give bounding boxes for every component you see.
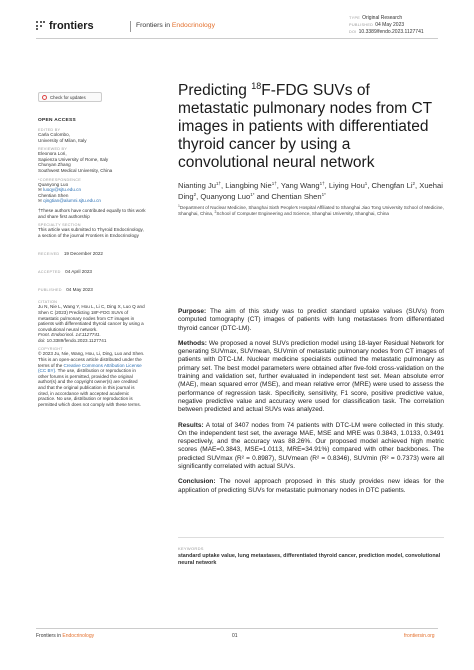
- type-value: Original Research: [362, 15, 403, 21]
- accepted-label: ACCEPTED: [38, 270, 61, 275]
- author-name: Liangbing Nie: [225, 181, 272, 190]
- title-part-1: Predicting: [178, 82, 252, 99]
- footer-site-link[interactable]: frontiersin.org: [404, 633, 435, 639]
- corr-email-2-text: qingtian@alumni.sjtu.edu.cn: [43, 198, 101, 204]
- author-name: Chentian Shen: [271, 191, 322, 201]
- author[interactable]: [225, 181, 276, 190]
- keywords-label: KEYWORDS: [178, 546, 204, 551]
- specialty-text: This article was submitted to Thyroid Endocrinology, a section of the journal Frontiers in Endocrinology: [38, 227, 144, 238]
- purpose-text: The aim of this study was to predict standard uptake values (SUVs) from computed tomography (CT) images of patients with lung metastases from differentiated thyroid cancer (DTC-LM).: [178, 308, 444, 332]
- corr-name-2: Chentian Shen: [38, 192, 69, 198]
- frontiers-logo-icon: [36, 21, 46, 31]
- copyright-text-1: © 2023 Ju, Nie, Wang, Hou, Li, Ding, Luo and Shen. This is an open-access article distributed under the terms of the: [38, 351, 145, 368]
- reviewed-by: Eleonora Lori, Sapienza University of Rome, Italy Chunyan Zhang Southwest Medical University, China: [38, 151, 113, 173]
- corr-email-2[interactable]: [38, 198, 146, 204]
- left-sidebar: [38, 118, 146, 411]
- doi-value[interactable]: 10.3389/fendo.2023.1127741: [358, 29, 424, 35]
- page-number: 01: [232, 633, 238, 639]
- results-label: Results:: [178, 421, 204, 429]
- author-list: Nianting $Ju^{1\dagger}$, Liangbing Nie$^{1\dagger}$, Yang Wang$^{1\dagger}$, Liying Hou$^1$, Chengfan Li$^2$, Xuehai Ding$^2$, Quanyong Luo$^{1*}$ and Chentian Shen$^{1*}$: [178, 181, 443, 201]
- author[interactable]: [178, 181, 221, 190]
- left-published-value: 04 May 2023: [66, 287, 93, 293]
- left-published-label: PUBLISHED: [38, 288, 62, 293]
- citation-doi[interactable]: doi: 10.3389/fendo.2023.1127741: [38, 337, 107, 343]
- update-icon: [42, 95, 47, 100]
- page-header: [36, 16, 438, 39]
- author[interactable]: [281, 181, 325, 190]
- corr-email-1-text: luoqy@sjtu.edu.cn: [43, 187, 82, 193]
- check-for-updates-button[interactable]: [38, 92, 102, 102]
- logo-text: frontiers: [49, 20, 94, 32]
- mail-icon: ✉: [38, 187, 44, 193]
- affil-sup-1: 1: [178, 204, 180, 208]
- results-text: A total of 3407 nodes from 74 patients with DTC-LM were collected in this study. On the independent test set, the average MAE, MSE and MRE was 0.3843, 1.0133, 0.3491 respectively, and the accuracy was 88.26%. Our proposed model achieved high metric scores (MAE=0.3843, MSE=1.0113, MRE=34.91%) compared with other backbones. The predicted SUVmax (R² = 0.8987), SUVmean (R² = 0.8346), SUVmin (R² = 0.7373) were all significantly correlated with actual SUVs.: [178, 421, 444, 471]
- specialty-label: SPECIALTY SECTION: [38, 223, 81, 228]
- journal-name[interactable]: [136, 22, 215, 29]
- equal-contribution-note: †These authors have contributed equally to this work and share first authorship: [38, 207, 146, 219]
- mail-icon: ✉: [38, 198, 44, 204]
- abstract: [178, 308, 444, 502]
- abstract-methods: [178, 340, 444, 415]
- title-part-2: F-FDG SUVs of metastatic pulmonary nodes from CT images in patients with differentiated thyroid cancer by using a convolutional neural network: [178, 82, 432, 171]
- purpose-label: Purpose:: [178, 308, 207, 315]
- author-sup: 1†: [319, 181, 325, 186]
- received-label: RECEIVED: [38, 252, 60, 257]
- open-access-label: OPEN ACCESS: [38, 118, 77, 123]
- edited-by: Carla Colombo, University of Milan, Italy: [38, 132, 87, 143]
- header-divider: [130, 21, 131, 32]
- accepted-value: 04 April 2023: [65, 269, 92, 275]
- footer-journal[interactable]: [36, 633, 94, 639]
- frontiers-logo[interactable]: [36, 20, 94, 32]
- author[interactable]: [329, 181, 367, 190]
- check-updates-label: Check for updates: [50, 94, 86, 100]
- conclusion-text: The novel approach proposed in this study provides new ideas for the application of predicting SUVs for metastatic pulmonary nodes in DTC patients.: [178, 478, 444, 494]
- affiliation-1: Department of Nuclear Medicine, Shanghai Sixth People's Hospital Affiliated to Shanghai Jiao Tong University School of Medicine, Shanghai, China,: [178, 205, 444, 216]
- published-label: PUBLISHED: [349, 23, 374, 27]
- author-name: Quanyong Luo: [200, 191, 251, 201]
- corr-name-1: Quanyong Luo: [38, 181, 69, 187]
- methods-label: Methods:: [178, 339, 207, 347]
- cc-license-link[interactable]: Creative Commons Attribution License (CC BY).: [38, 362, 142, 374]
- author-name: Liying Hou: [328, 181, 365, 190]
- author[interactable]: [200, 192, 254, 201]
- article-heading: [178, 82, 444, 216]
- edited-by-label: EDITED BY: [38, 128, 61, 132]
- affil-sup-2: 2: [214, 209, 217, 214]
- author-name: Chengfan Li: [371, 181, 413, 190]
- published-value: 04 May 2023: [375, 22, 405, 28]
- citation-journal: Front. Endocrinol. 14:1127741.: [38, 332, 101, 338]
- doi-label: DOI: [349, 30, 357, 34]
- journal-title: Endocrinology: [171, 22, 215, 29]
- correspondence-label: *CORRESPONDENCE: [38, 177, 81, 182]
- affiliations: [178, 205, 444, 216]
- title-superscript: 18: [251, 81, 262, 91]
- author-sup: 1*: [321, 191, 326, 197]
- abstract-conclusion: [178, 478, 444, 495]
- abstract-results: [178, 422, 444, 472]
- copyright-text-2: The use, distribution or reproduction in other forums is permitted, provided the original author(s) and the copyright owner(s) are credited and that the original publication in this journal is cited, in accordance with accepted academic practice. No use, distribution or reproduction is permitted which does not comply with these terms.: [38, 368, 141, 407]
- citation-label: CITATION: [38, 300, 58, 305]
- keywords-divider: [178, 537, 444, 538]
- citation-text: Ju N, Nie L, Wang Y, Hou L, Li C, Ding X, Luo Q and Shen C (2023) Predicting 18F-FDG SUVs of metastatic pulmonary nodes from CT images in patients with differentiated thyroid cancer by using a convolutional neural network.: [38, 304, 145, 332]
- copyright-text: [38, 351, 146, 407]
- methods-text: We proposed a novel SUVs prediction model using 18-layer Residual Network for generating SUVmax, SUVmean, SUVmin of metastatic pulmonary nodes from CT images of patients with DTC-LM. Nuclear medicine specialists outlined the metastatic pulmonary as primary set. The best model parameters were obtained after five-fold cross-validation on the training and validation set, further evaluated in independent test set. Mean absolute error (MAE), mean squared error (MSE), and mean relative error (MRE) were used to assess the performance of regression task. Specificity, sensitivity, F1 score, positive predictive value, negative predictive value and accuracy were used for classification task. The correlation between predicted and actual SUVs was analyzed.: [178, 339, 444, 414]
- author-sup: 1: [364, 181, 368, 186]
- author-sup: 2: [412, 181, 416, 186]
- author-name: Yang Wang: [280, 181, 320, 190]
- affiliation-2: School of Computer Engineering and Science, Shanghai University, Shanghai, China: [216, 210, 389, 216]
- article-meta: [349, 15, 424, 36]
- article-title: [178, 82, 444, 172]
- abstract-purpose: [178, 308, 444, 333]
- author-sup: 1†: [271, 181, 277, 186]
- journal-prefix: Frontiers in: [136, 22, 170, 29]
- author[interactable]: [271, 192, 326, 201]
- author-name: Xuehai Ding: [178, 181, 443, 201]
- keywords: standard uptake value, lung metastases, differentiated thyroid cancer, prediction model, convolutional neural network: [178, 553, 441, 566]
- type-label: TYPE: [349, 16, 361, 20]
- author-sup: 2: [193, 191, 197, 197]
- author-sup: 1*: [250, 191, 255, 197]
- conclusion-label: Conclusion:: [178, 478, 216, 486]
- author-name: Nianting Ju: [178, 181, 216, 190]
- reviewed-by-label: REVIEWED BY: [38, 147, 68, 152]
- received-value: 19 December 2022: [63, 251, 103, 257]
- footer-journal-name: Endocrinology: [62, 633, 95, 639]
- author-sup: 1†: [216, 181, 222, 186]
- author[interactable]: [372, 181, 415, 190]
- copyright-label: COPYRIGHT: [38, 347, 63, 352]
- footer-journal-prefix: Frontiers in: [36, 633, 62, 639]
- footer-divider: [36, 628, 438, 629]
